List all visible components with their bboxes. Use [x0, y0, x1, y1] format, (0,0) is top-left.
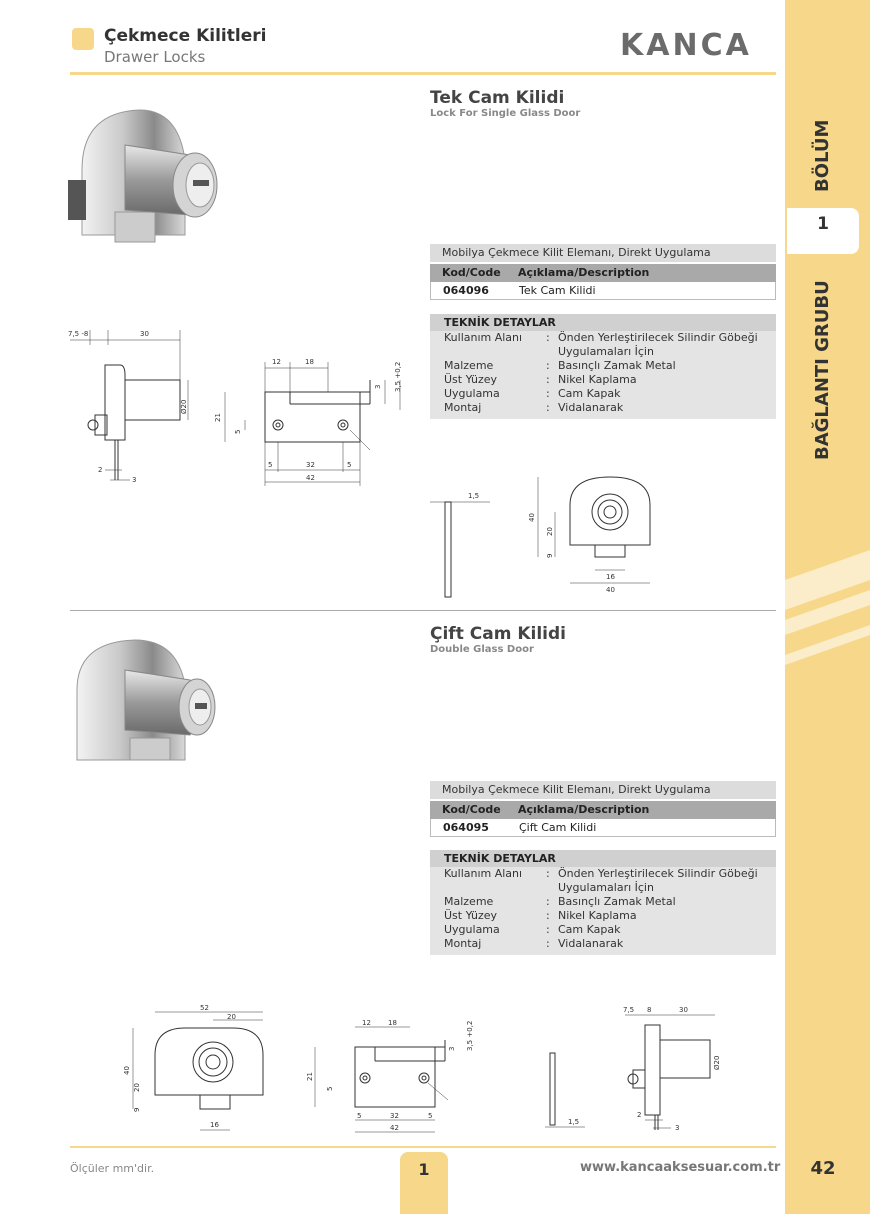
dim-p2-75: 7,5	[623, 1006, 635, 1014]
dim-plate-5b: 5	[347, 461, 352, 469]
product-desc: Çift Cam Kilidi	[519, 821, 597, 834]
tech-value: Cam Kapak	[558, 387, 621, 400]
col-code: Kod/Code	[442, 266, 501, 279]
dim-p2-18: 18	[388, 1019, 397, 1027]
table-row	[430, 282, 776, 300]
tech-row: Kullanım Alanı : Önden Yerleştirilecek Silindir Göbeği Uygulamaları İçin	[430, 331, 776, 359]
dim-side-b: 30	[140, 330, 149, 338]
tech-row: Montaj : Vidalanarak	[430, 401, 776, 415]
tech-row: Uygulama : Cam Kapak	[430, 387, 776, 401]
dim-plate-42: 42	[306, 474, 315, 482]
tech-key: Kullanım Alanı	[444, 331, 523, 344]
dim-p2-21: 21	[306, 1072, 314, 1081]
page-title: Çekmece Kilitleri	[104, 26, 267, 46]
tech-row: Üst Yüzey : Nikel Kaplama	[430, 909, 776, 923]
product-1-photo	[60, 100, 240, 260]
product-2-tech-details	[430, 850, 776, 955]
dim-p2-8: 8	[647, 1006, 652, 1014]
page-subtitle: Drawer Locks	[104, 48, 206, 66]
dim-p2-5b: 5	[428, 1112, 433, 1120]
section-number: 1	[817, 214, 829, 234]
brand-logo: KANCA	[620, 28, 752, 63]
product-1-title: Tek Cam Kilidi	[430, 88, 565, 108]
tech-key: Montaj	[444, 401, 482, 414]
table-row	[430, 819, 776, 837]
product-1-plate-drawing	[210, 350, 410, 490]
dim-side-2: 2	[98, 466, 103, 474]
dim-p2-40: 40	[123, 1066, 131, 1075]
dim-front-9: 9	[546, 553, 554, 558]
tech-row: Montaj : Vidalanarak	[430, 937, 776, 951]
section-label: BÖLÜM	[812, 119, 833, 192]
col-desc: Açıklama/Description	[518, 266, 650, 279]
product-desc: Tek Cam Kilidi	[519, 284, 596, 297]
footer-note: Ölçüler mm'dir.	[70, 1162, 155, 1175]
dim-p2-42: 42	[390, 1124, 399, 1132]
tech-value: Basınçlı Zamak Metal	[558, 895, 676, 908]
tech-row: Uygulama : Cam Kapak	[430, 923, 776, 937]
tech-row: Malzeme : Basınçlı Zamak Metal	[430, 895, 776, 909]
tech-key: Üst Yüzey	[444, 909, 498, 922]
tech-title: TEKNİK DETAYLAR	[430, 314, 776, 331]
header-marker	[72, 28, 94, 50]
product-2-plate-drawing	[300, 1015, 480, 1140]
table-header	[430, 801, 776, 819]
tech-key: Uygulama	[444, 387, 500, 400]
dim-p2-35: 3,5 +0,2	[466, 1020, 474, 1051]
product-2-glass-drawing	[540, 1045, 590, 1135]
product-2-photo	[65, 630, 245, 770]
dim-plate-18: 18	[305, 358, 314, 366]
dim-p2-d20: Ø20	[713, 1055, 721, 1070]
dim-plate-35: 3,5 +0,2	[394, 361, 402, 392]
dim-p2-15: 1,5	[568, 1118, 580, 1126]
product-1-table	[430, 244, 776, 300]
dim-p2-32: 32	[390, 1112, 399, 1120]
product-code: 064096	[443, 284, 489, 297]
footer-tab-number: 1	[418, 1160, 430, 1179]
tech-value: Önden Yerleştirilecek Silindir Göbeği Uygulamaları İçin	[558, 867, 758, 894]
tech-value: Nikel Kaplama	[558, 909, 637, 922]
footer-url[interactable]: www.kancaaksesuar.com.tr	[580, 1160, 781, 1175]
product-1-side-drawing	[60, 320, 210, 490]
tech-value: Vidalanarak	[558, 937, 624, 950]
header-rule	[70, 72, 776, 75]
dim-plate-32: 32	[306, 461, 315, 469]
dim-p2-s2: 2	[637, 1111, 642, 1119]
tech-value: Cam Kapak	[558, 923, 621, 936]
col-desc: Açıklama/Description	[518, 803, 650, 816]
product-2-subtitle: Double Glass Door	[430, 644, 534, 655]
tech-key: Uygulama	[444, 923, 500, 936]
product-1-front-drawing	[520, 465, 660, 600]
dim-p2-52: 52	[200, 1004, 209, 1012]
dim-plate-5a: 5	[268, 461, 273, 469]
tech-row: Kullanım Alanı : Önden Yerleştirilecek Silindir Göbeği Uygulamaları İçin	[430, 867, 776, 895]
dim-plate-12: 12	[272, 358, 281, 366]
dim-side-3: 3	[132, 476, 137, 484]
dim-p2-h20: 20	[133, 1083, 141, 1092]
dim-front-w40: 40	[606, 586, 615, 594]
table-header	[430, 264, 776, 282]
page-number: 42	[810, 1158, 836, 1179]
tech-key: Malzeme	[444, 359, 494, 372]
product-2-table	[430, 781, 776, 837]
tech-key: Malzeme	[444, 895, 494, 908]
tech-key: Montaj	[444, 937, 482, 950]
tech-value: Vidalanarak	[558, 401, 624, 414]
table-caption: Mobilya Çekmece Kilit Elemanı, Direkt Uygulama	[430, 781, 776, 799]
footer-rule	[70, 1146, 776, 1148]
dim-plate-21: 21	[214, 413, 222, 422]
band-stripes	[785, 560, 870, 710]
product-1-tech-details	[430, 314, 776, 419]
tech-value: Önden Yerleştirilecek Silindir Göbeği Uygulamaları İçin	[558, 331, 758, 358]
dim-glass-15: 1,5	[468, 492, 480, 500]
product-code: 064095	[443, 821, 489, 834]
dim-p2-30: 30	[679, 1006, 688, 1014]
tech-value: Basınçlı Zamak Metal	[558, 359, 676, 372]
dim-side-d20: Ø20	[180, 399, 188, 414]
group-label: BAĞLANTI GRUBU	[812, 280, 833, 460]
tech-row: Üst Yüzey : Nikel Kaplama	[430, 373, 776, 387]
dim-front-20: 20	[546, 527, 554, 536]
dim-p2-5: 5	[326, 1086, 334, 1091]
dim-p2-3: 3	[448, 1046, 456, 1051]
product-2-title: Çift Cam Kilidi	[430, 624, 566, 644]
tech-value: Nikel Kaplama	[558, 373, 637, 386]
dim-plate-5: 5	[234, 429, 242, 434]
product-2-side-drawing	[615, 1000, 740, 1140]
dim-front-40: 40	[528, 513, 536, 522]
col-code: Kod/Code	[442, 803, 501, 816]
tech-key: Üst Yüzey	[444, 373, 498, 386]
product-2-front-drawing	[115, 1000, 275, 1140]
table-caption: Mobilya Çekmece Kilit Elemanı, Direkt Uygulama	[430, 244, 776, 262]
dim-p2-12: 12	[362, 1019, 371, 1027]
dim-side-a: 7,5 -8	[68, 330, 89, 338]
tech-title: TEKNİK DETAYLAR	[430, 850, 776, 867]
tech-key: Kullanım Alanı	[444, 867, 523, 880]
product-1-glass-drawing	[430, 490, 500, 600]
dim-front-16: 16	[606, 573, 615, 581]
dim-p2-s3: 3	[675, 1124, 680, 1132]
dim-p2-9: 9	[133, 1107, 141, 1112]
dim-p2-5a: 5	[357, 1112, 362, 1120]
dim-p2-16: 16	[210, 1121, 219, 1129]
tech-row: Malzeme : Basınçlı Zamak Metal	[430, 359, 776, 373]
product-1-subtitle: Lock For Single Glass Door	[430, 108, 581, 119]
dim-plate-3: 3	[374, 384, 382, 389]
dim-p2-20: 20	[227, 1013, 236, 1021]
section-divider	[70, 610, 776, 611]
